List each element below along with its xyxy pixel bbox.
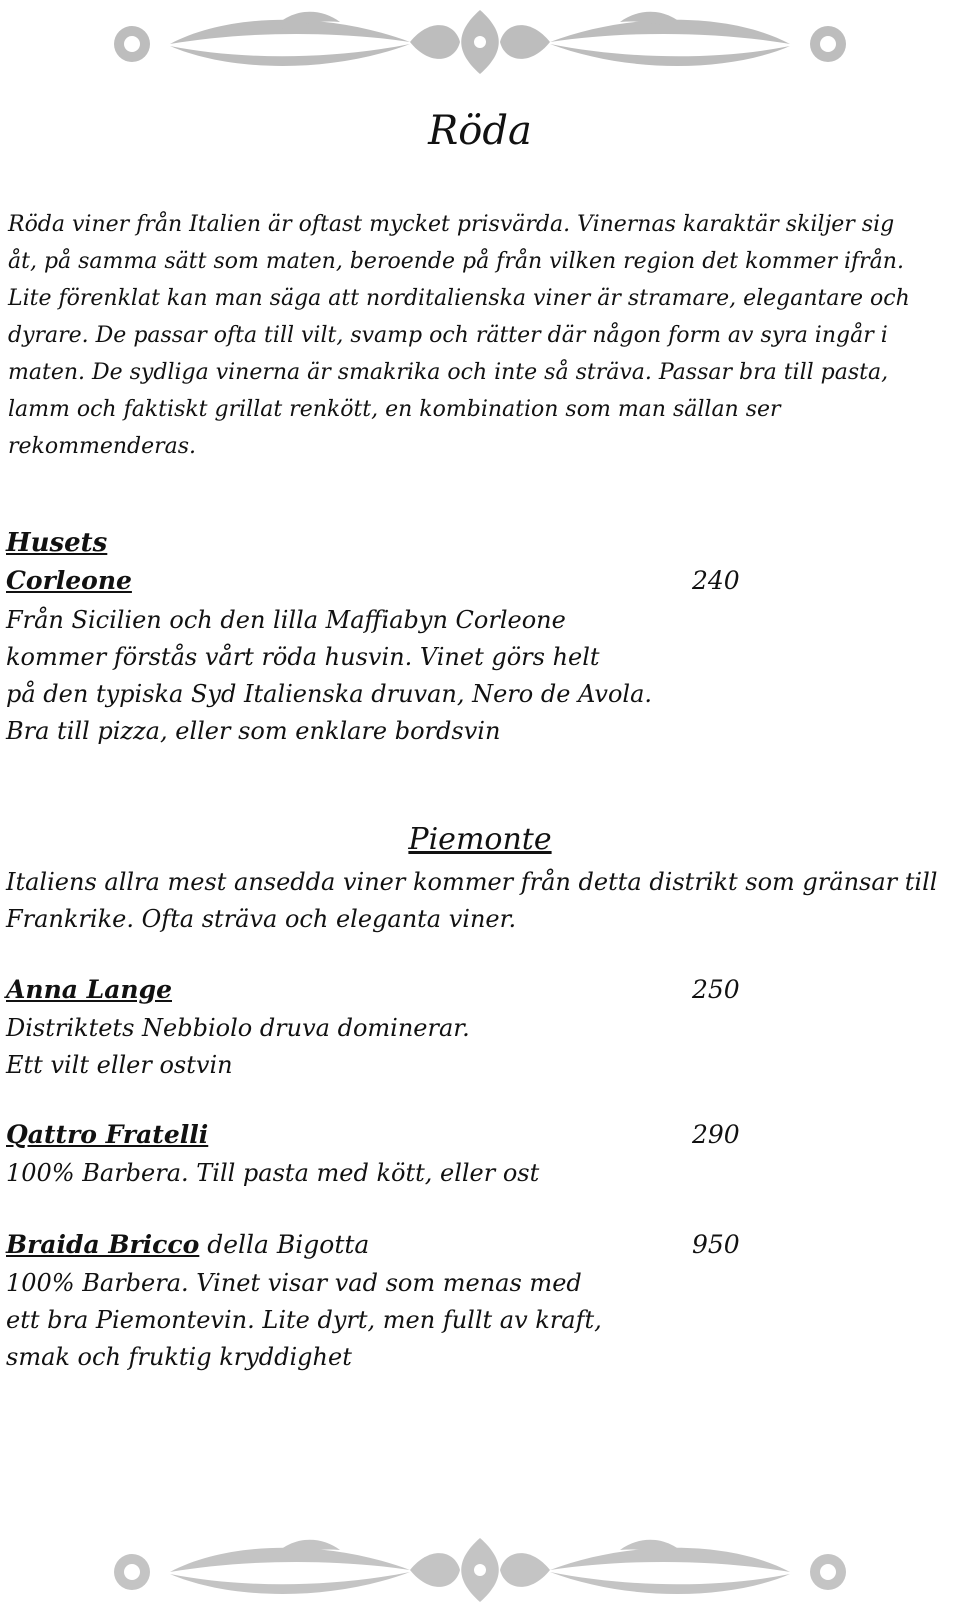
- intro-line: Lite förenklat kan man säga att norditalienska viner är stramare, elegantare och: [8, 286, 910, 311]
- wine-description-anna-lange: [6, 1010, 470, 1084]
- wine-description-braida-bricco: [6, 1265, 602, 1376]
- description-line: 100% Barbera. Till pasta med kött, eller ost: [6, 1159, 540, 1187]
- intro-line: maten. De sydliga vinerna är smakrika och inte så sträva. Passar bra till pasta,: [8, 360, 889, 385]
- wine-description-corleone: [6, 602, 652, 750]
- description-line: Bra till pizza, eller som enklare bordsvin: [6, 717, 501, 745]
- piemonte-heading: Piemonte: [408, 822, 552, 857]
- wine-name-label: Anna Lange: [6, 975, 172, 1004]
- description-line: kommer förstås vårt röda husvin. Vinet görs helt: [6, 643, 600, 671]
- description-line: smak och fruktig kryddighet: [6, 1343, 352, 1371]
- wine-name-qattro-fratelli: [6, 1120, 208, 1149]
- wine-price-braida-bricco: 950: [692, 1230, 740, 1259]
- wine-name-suffix: della Bigotta: [199, 1230, 370, 1259]
- wine-name-corleone: [6, 566, 132, 595]
- wine-name-label: Braida Bricco: [6, 1230, 200, 1259]
- bottom-ornament-icon: [110, 1530, 850, 1610]
- wine-price-qattro-fratelli: 290: [692, 1120, 740, 1149]
- wine-name-label: Qattro Fratelli: [6, 1120, 209, 1149]
- description-line: Ett vilt eller ostvin: [6, 1051, 233, 1079]
- intro-line: rekommenderas.: [8, 434, 197, 459]
- wine-price-anna-lange: 250: [692, 975, 740, 1004]
- description-line: ett bra Piemontevin. Lite dyrt, men fullt av kraft,: [6, 1306, 602, 1334]
- wine-name-anna-lange: [6, 975, 172, 1004]
- top-ornament-icon: [110, 2, 850, 82]
- description-line: Distriktets Nebbiolo druva dominerar.: [6, 1014, 470, 1042]
- intro-line: lamm och faktiskt grillat renkött, en kombination som man sällan ser: [8, 397, 781, 422]
- wine-name-braida-bricco: [6, 1230, 369, 1259]
- description-line: Från Sicilien och den lilla Maffiabyn Corleone: [6, 606, 566, 634]
- description-line: på den typiska Syd Italienska druvan, Nero de Avola.: [6, 680, 653, 708]
- description-line: Italiens allra mest ansedda viner kommer från detta distrikt som gränsar till: [6, 868, 938, 896]
- intro-line: Röda viner från Italien är oftast mycket prisvärda. Vinernas karaktär skiljer sig: [8, 212, 895, 237]
- piemonte-description: [6, 864, 937, 938]
- wine-description-qattro-fratelli: [6, 1155, 539, 1192]
- intro-line: dyrare. De passar ofta till vilt, svamp och rätter där någon form av syra ingår i: [8, 323, 888, 348]
- husets-heading: Husets: [6, 528, 108, 558]
- description-line: 100% Barbera. Vinet visar vad som menas med: [6, 1269, 582, 1297]
- wine-price-corleone: 240: [692, 566, 740, 595]
- description-line: Frankrike. Ofta sträva och eleganta viner.: [6, 905, 517, 933]
- wine-name-label: Corleone: [6, 566, 132, 595]
- intro-paragraph: [8, 206, 953, 465]
- page-title: Röda: [428, 108, 532, 154]
- intro-line: åt, på samma sätt som maten, beroende på från vilken region det kommer ifrån.: [8, 249, 904, 274]
